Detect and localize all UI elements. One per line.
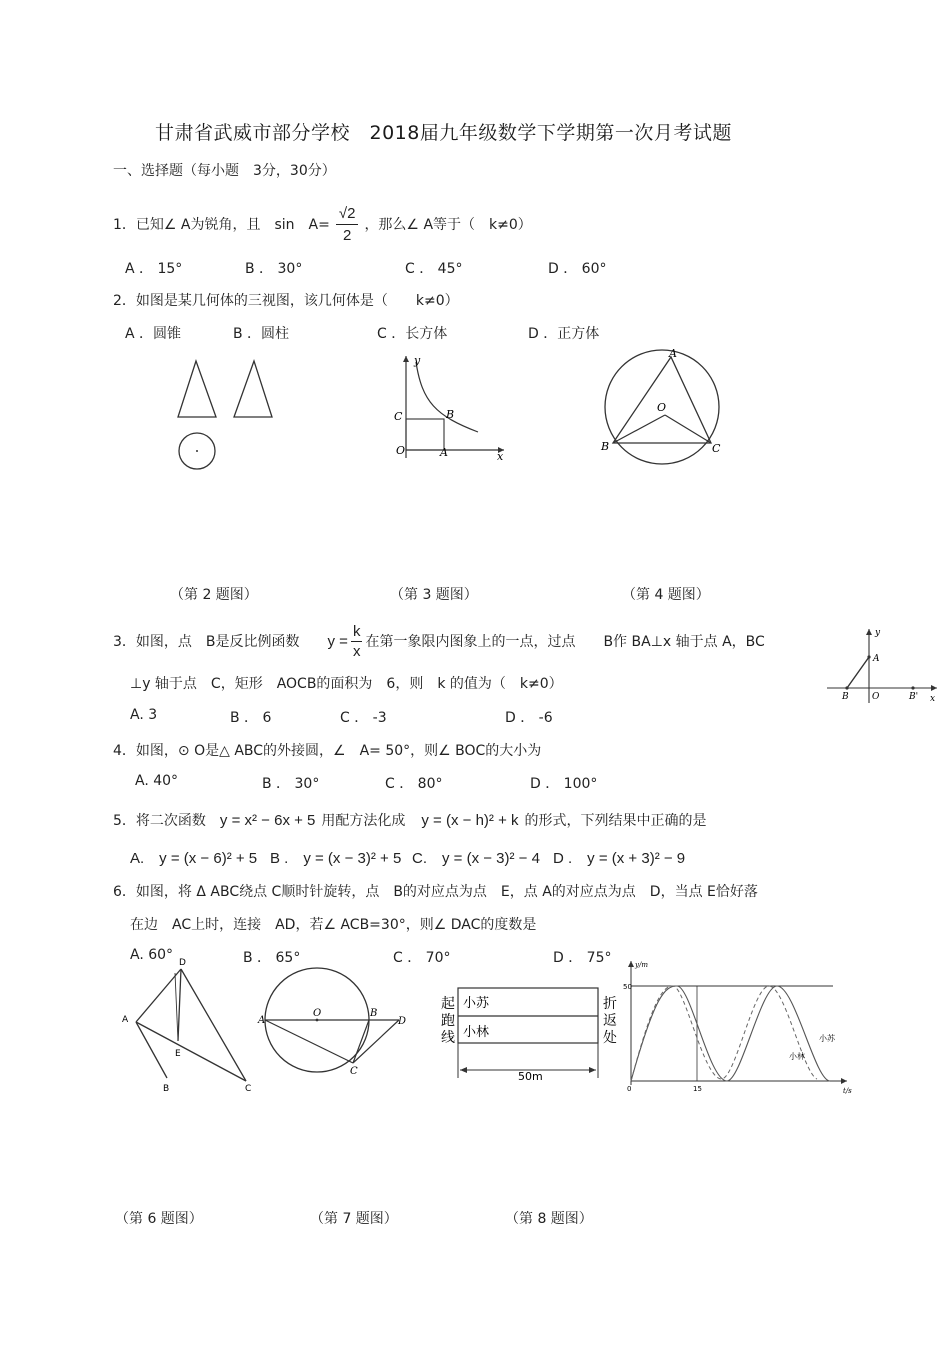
q3-y-eq: y = [327,632,348,650]
label-o: O [657,401,667,414]
question-5 [113,810,707,830]
question-2: 2．如图是某几何体的三视图，该几何体是（ k≠0） [113,293,459,309]
q5-pre: 5．将二次函数 [113,813,206,829]
q3-option-d: D ． -6 [505,710,553,726]
label-d: D [179,958,186,968]
label-b-prime: B' [909,692,919,702]
question-6-line-2: 在边 AC上时，连接 AD，若∠ ACB=30°，则∠ DAC的度数是 [130,917,537,933]
turn-char-1: 折 [603,996,617,1012]
label-a: A [258,1015,266,1026]
label-distance: 50m [518,1070,543,1083]
side-view-triangle [234,361,272,417]
start-char-2: 跑 [441,1013,455,1029]
figure-2-three-views [170,355,280,475]
caption-fig2: （第 2 题图） [170,587,258,603]
page-title: 甘肃省武威市部分学校 2018届九年级数学下学期第一次月考试题 [155,122,732,144]
label-start-line [441,995,459,1046]
label-series-lin: 小林 [789,1052,805,1061]
label-y-axis: y/m [635,961,648,969]
label-b: B [842,692,849,702]
figure-8-track [438,980,623,1085]
series-su [631,986,830,1081]
q1-post: ，那么∠ A等于（ k≠0） [364,217,532,233]
label-b: B [163,1084,170,1094]
q6-option-b: B ． 65° [243,950,301,966]
figure-8-graph [625,955,855,1100]
q2-option-b: B ．圆柱 [233,326,290,342]
label-a: A [122,1015,129,1025]
q2-option-d: D ．正方体 [528,326,600,342]
q3-pre: 3．如图，点 B是反比例函数 [113,634,300,650]
label-y: y [414,354,421,367]
q3-frac-num: k [352,622,361,640]
turn-char-3: 处 [603,1030,617,1046]
q3-post: 在第一象限内图象上的一点，过点 B作 BA⊥x 轴于点 A，BC [365,634,765,650]
label-x: x [930,694,936,704]
q4-option-d: D ． 100° [530,776,598,792]
segment-ab [847,657,869,688]
label-c: C [394,410,403,423]
q6-option-a: A. 60° [130,947,174,963]
question-1 [113,200,532,248]
label-series-su: 小苏 [819,1034,835,1043]
label-e: E [175,1049,181,1059]
label-a: A [440,446,448,459]
label-c: C [350,1066,358,1077]
q6-option-c: C ． 70° [393,950,451,966]
q1-option-c: C ． 45° [405,261,463,277]
q1-option-d: D ． 60° [548,261,607,277]
q1-option-a: A ． 15° [125,261,183,277]
q2-option-a: A ．圆锥 [125,326,182,342]
figure-q3-side [825,625,940,705]
label-b: B [446,408,455,421]
question-6-line-1: 6．如图，将 Δ ABC绕点 C顺时针旋转，点 B的对应点为点 E，点 A的对应点为点 D，当点 E恰好落 [113,884,758,900]
section-heading: 一、选择题（每小题 3分，30分） [113,163,336,179]
caption-fig4: （第 4 题图） [622,587,710,603]
q1-option-b: B ． 30° [245,261,303,277]
q3-option-c: C ． -3 [340,710,387,726]
label-x-axis: t/s [843,1087,852,1095]
q5-formula-2: y = (x − h)² + k [421,811,519,829]
top-view-center [196,450,198,452]
label-0: 0 [627,1085,632,1093]
label-a: A [873,654,880,664]
q5-post: 的形式，下列结果中正确的是 [524,813,707,829]
q5-option-a: A. y = (x − 6)² + 5 [130,850,258,867]
label-c: C [712,442,721,455]
q6-option-d: D ． 75° [553,950,612,966]
q5-option-c: C. y = (x − 3)² − 4 [412,850,540,867]
triangle-abc [613,357,711,443]
q3-option-a: A. 3 [130,707,158,723]
figure-4-circumcircle [595,345,735,470]
q5-mid: 用配方法化成 [321,813,406,829]
label-y: y [875,628,881,638]
label-d: D [398,1016,407,1027]
label-b: B [370,1008,378,1019]
question-3 [113,618,765,664]
q3-line-2: ⊥y 轴于点 C，矩形 AOCB的面积为 6，则 k 的值为（ k≠0） [130,676,563,692]
figure-6-rotation [115,955,265,1095]
label-turn-point [603,995,621,1046]
label-a: A [669,347,677,360]
label-b: B [601,440,610,453]
label-50: 50 [623,983,632,991]
question-4: 4．如图，⊙ O是△ ABC的外接圆，∠ A= 50°，则∠ BOC的大小为 [113,743,542,759]
label-c: C [245,1084,252,1094]
turn-char-2: 返 [603,1013,617,1029]
label-o: O [396,444,406,457]
caption-fig6: （第 6 题图） [115,1211,203,1227]
label-su: 小苏 [463,996,490,1011]
q3-option-b: B ． 6 [230,710,272,726]
figure-3-hyperbola [380,350,510,465]
caption-fig7: （第 7 题图） [310,1211,398,1227]
q4-option-a: A. 40° [135,773,179,789]
label-o: O [313,1008,322,1019]
q5-option-b: B . y = (x − 3)² + 5 [270,850,402,867]
caption-fig8: （第 8 题图） [505,1211,593,1227]
q1-frac-den: 2 [342,226,352,244]
rectangle-aocb [406,419,444,450]
q5-formula-1: y = x² − 6x + 5 [219,811,316,829]
start-char-3: 线 [441,1030,455,1046]
q4-option-b: B ． 30° [262,776,320,792]
start-char-1: 起 [441,996,455,1012]
q1-pre: 1．已知∠ A为锐角，且 sin A= [113,217,330,233]
q1-frac-num: √2 [336,205,359,225]
q3-frac-den: x [352,642,361,660]
label-o: O [872,692,880,702]
caption-fig3: （第 3 题图） [390,587,478,603]
front-view-triangle [178,361,216,417]
label-lin: 小林 [463,1025,490,1040]
label-x: x [497,450,504,463]
q4-option-c: C ． 80° [385,776,443,792]
q3-fraction [351,623,363,660]
q5-option-d: D . y = (x + 3)² − 9 [553,850,686,867]
q1-fraction [336,205,359,244]
q2-option-c: C ．长方体 [377,326,448,342]
label-15: 15 [693,1085,702,1093]
figure-7-circle-tangent [255,965,415,1085]
hyperbola-curve [416,362,478,432]
